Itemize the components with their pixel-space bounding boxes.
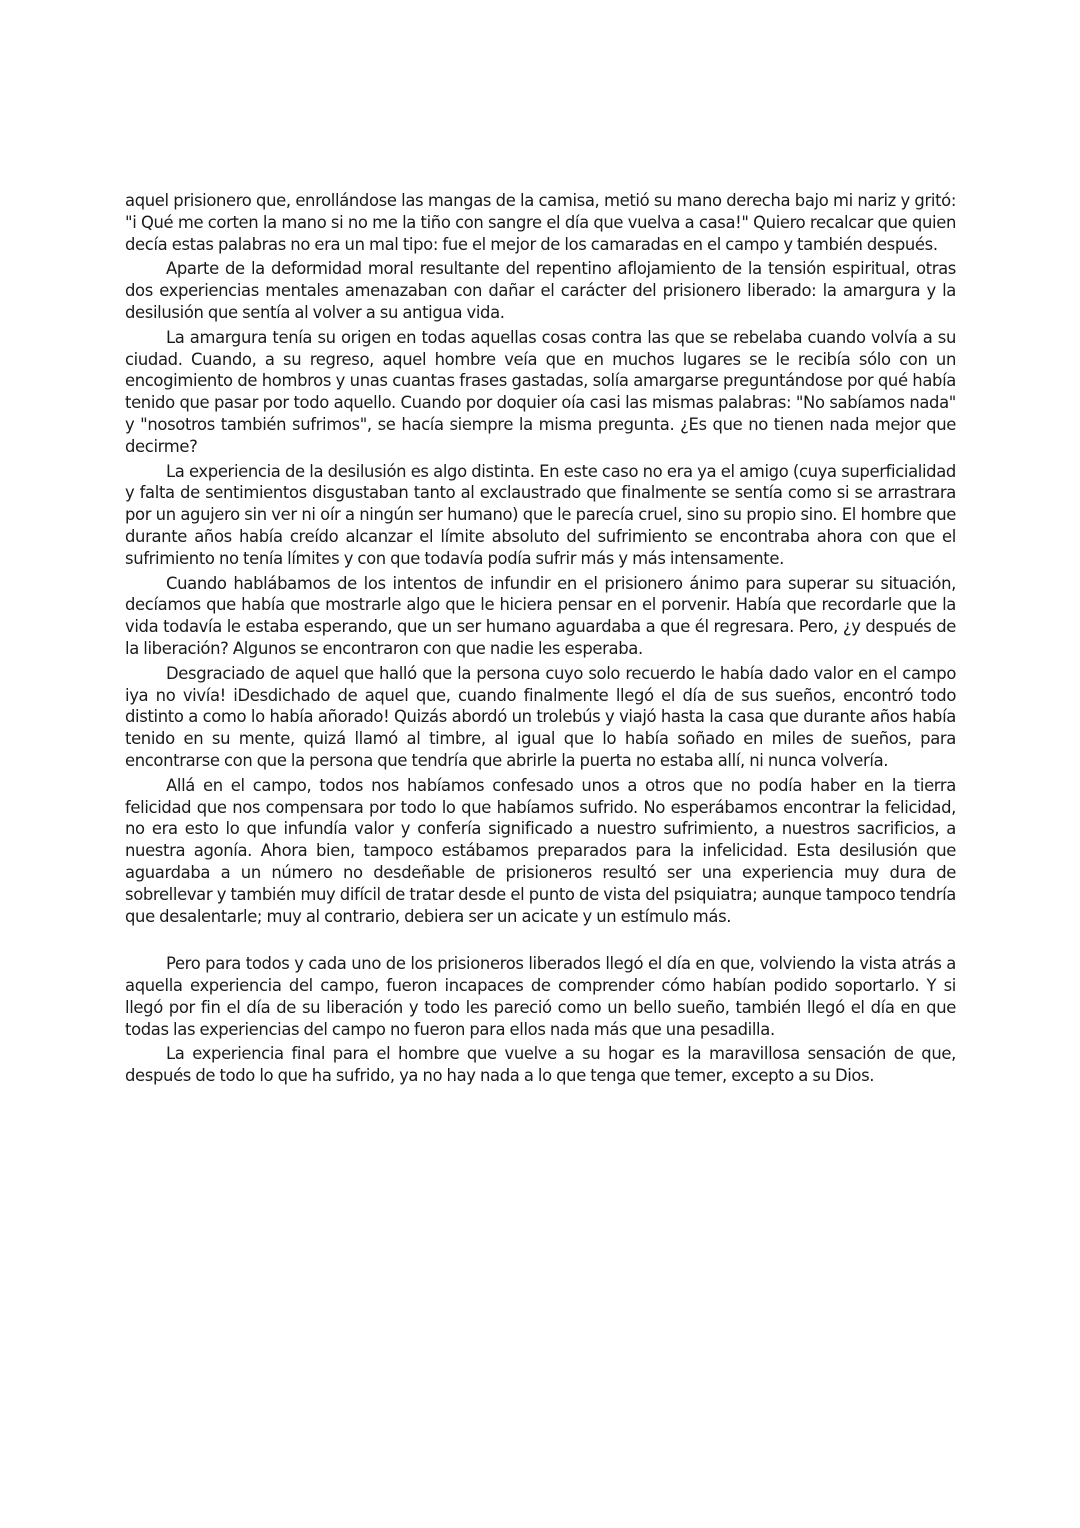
paragraph-final-experience: La experiencia final para el hombre que vuelve a su hogar es la maravillosa sensación de que, después de todo lo que ha sufrido, ya no hay nada a lo que tenga que temer, excepto a su Dios.: [125, 1044, 956, 1086]
paragraph-encouragement: Cuando hablábamos de los intentos de infundir en el prisionero ánimo para superar su situación, decíamos que había que mostrarle algo que le hiciera pensar en el porvenir. Había que recordarle que la vida todavía le estaba esperando, que un ser humano aguardaba a que él regresara. Pero, ¿y después de la liberación? Algunos se encontraron con que nadie les esperaba.: [125, 573, 956, 658]
paragraph-misfortune: Desgraciado de aquel que halló que la persona cuyo solo recuerdo le había dado valor en el campo iya no vivía! iDesdichado de aquel que, cuando finalmente llegó el día de sus sueños, encontró todo distinto a como lo había añorado! Quizás abordó un trolebús y viajó hasta la casa que durante años había tenido en su mente, quizá llamó al timbre, al igual que lo había soñado en miles de sueños, para encontrarse con que la persona que tendría que abrirle la puerta no estaba allí, ni nunca volvería.: [125, 663, 956, 770]
document-page: [125, 190, 956, 1090]
paragraph-camp-confession: Allá en el campo, todos nos habíamos confesado unos a otros que no podía haber en la tierra felicidad que nos compensara por todo lo que habíamos sufrido. No esperábamos encontrar la felicidad, no era esto lo que infundía valor y confería significado a nuestro sufrimiento, a nuestros sacrificios, a nuestra agonía. Ahora bien, tampoco estábamos preparados para la infelicidad. Esta desilusión que aguardaba a un número no desdeñable de prisioneros resultó ser una experiencia muy dura de sobrellevar y también muy difícil de tratar desde el punto de vista del psiquiatra; aunque tampoco tendría que desalentarle; muy al contrario, debiera ser un acicate y un estímulo más.: [125, 775, 956, 926]
paragraph-bitterness: La amargura tenía su origen en todas aquellas cosas contra las que se rebelaba cuando volvía a su ciudad. Cuando, a su regreso, aquel hombre veía que en muchos lugares se le recibía sólo con un encogimiento de hombros y unas cuantas frases gastadas, solía amargarse preguntándose por qué había tenido que pasar por todo aquello. Cuando por doquier oía casi las mismas palabras: "No sabíamos nada" y "nosotros también sufrimos", se hacía siempre la misma pregunta. ¿Es que no tienen nada mejor que decirme?: [125, 327, 956, 456]
paragraph-moral-deformity: Aparte de la deformidad moral resultante del repentino aflojamiento de la tensión espiritual, otras dos experiencias mentales amenazaban con dañar el carácter del prisionero liberado: la amargura y la desilusión que sentía al volver a su antigua vida.: [125, 259, 956, 322]
paragraph-nightmare: Pero para todos y cada uno de los prisioneros liberados llegó el día en que, volviendo la vista atrás a aquella experiencia del campo, fueron incapaces de comprender cómo habían podido soportarlo. Y si llegó por fin el día de su liberación y todo les pareció como un bello sueño, también llegó el día en que todas las experiencias del campo no fueron para ellos nada más que una pesadilla.: [125, 954, 956, 1039]
paragraph-continuation: aquel prisionero que, enrollándose las mangas de la camisa, metió su mano derecha bajo mi nariz y gritó: "i Qué me corten la mano si no me la tiño con sangre el día que vuelva a casa!" Quiero recalcar que quien decía estas palabras no era un mal tipo: fue el mejor de los camaradas en el campo y también después.: [125, 191, 956, 254]
paragraph-disillusion: La experiencia de la desilusión es algo distinta. En este caso no era ya el amigo (cuya superficialidad y falta de sentimientos disgustaban tanto al exclaustrado que finalmente se sentía como si se arrastrara por un agujero sin ver ni oír a ningún ser humano) que le parecía cruel, sino su propio sino. El hombre que durante años había creído alcanzar el límite absoluto del sufrimiento se encontraba ahora con que el sufrimiento no tenía límites y con que todavía podía sufrir más y más intensamente.: [125, 461, 956, 568]
